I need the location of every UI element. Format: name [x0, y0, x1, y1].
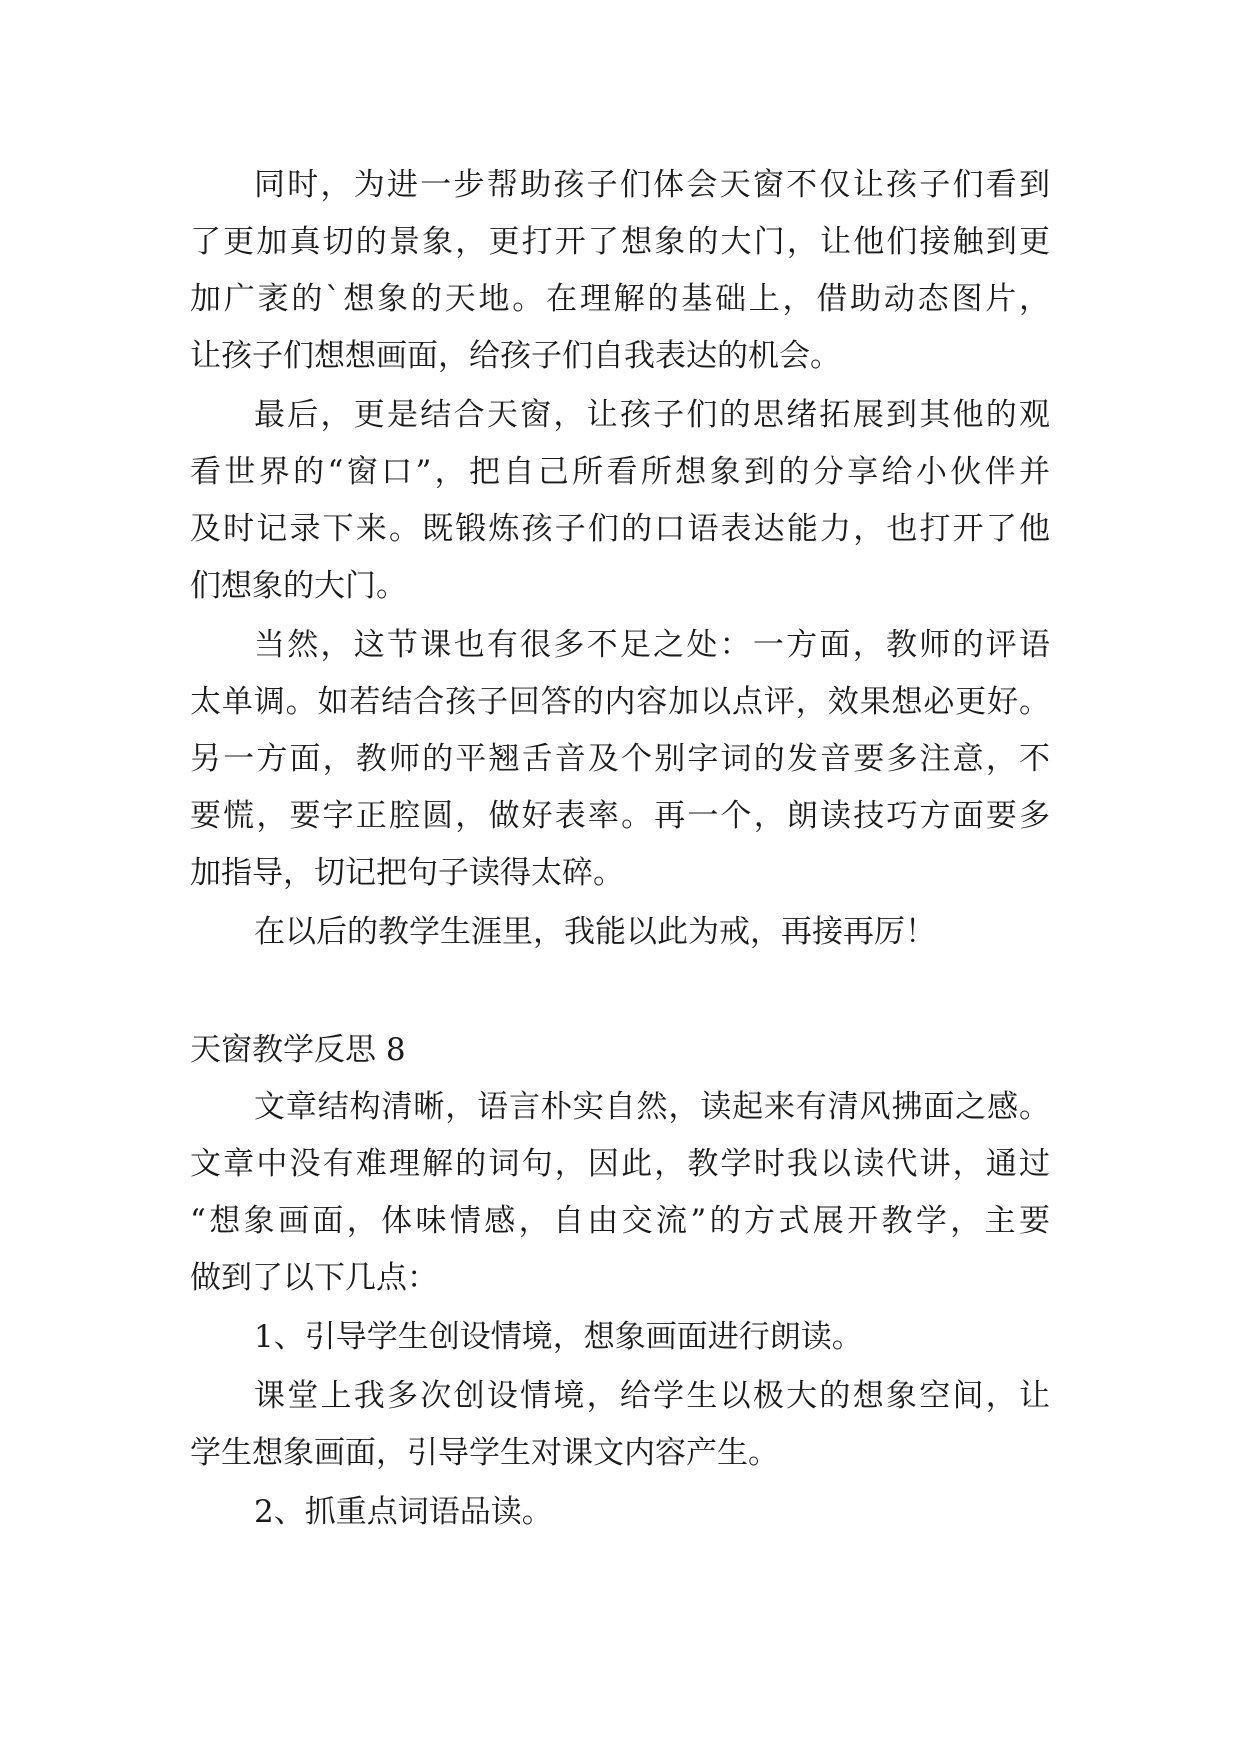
paragraph-line: 文章结构清晰，语言朴实自然，读起来有清风拂面之感。	[254, 1089, 1050, 1125]
paragraph-line: 最后，更是结合天窗，让孩子们的思绪拓展到其他的观	[254, 397, 1050, 433]
paragraph-line: 加广袤的`想象的天地。在理解的基础上，借助动态图片，	[190, 281, 1050, 317]
paragraph-line: 在以后的教学生涯里，我能以此为戒，再接再厉！	[254, 914, 936, 950]
paragraph-line: 课堂上我多次创设情境，给学生以极大的想象空间，让	[254, 1378, 1050, 1414]
paragraph-line: 要慌，要字正腔圆，做好表率。再一个，朗读技巧方面要多	[190, 798, 1050, 834]
paragraph-line: 们想象的大门。	[190, 568, 407, 604]
paragraph-line: 让孩子们想想画面，给孩子们自我表达的机会。	[190, 338, 841, 374]
paragraph-line: 及时记录下来。既锻炼孩子们的口语表达能力，也打开了他	[190, 511, 1050, 547]
paragraph-line: 加指导，切记把句子读得太碎。	[190, 855, 624, 891]
paragraph-line: 2、抓重点词语品读。	[254, 1494, 553, 1530]
paragraph-line: 看世界的“窗口”，把自己所看所想象到的分享给小伙伴并	[190, 454, 1050, 490]
paragraph-line: 另一方面，教师的平翘舌音及个别字词的发音要多注意，不	[190, 741, 1050, 777]
paragraph-line: 文章中没有难理解的词句，因此，教学时我以读代讲，通过	[190, 1146, 1050, 1182]
paragraph-line: 学生想象画面，引导学生对课文内容产生。	[190, 1435, 779, 1471]
paragraph-line: 了更加真切的景象，更打开了想象的大门，让他们接触到更	[190, 224, 1050, 260]
section-title: 天窗教学反思 8	[190, 1032, 406, 1068]
paragraph-line: 太单调。如若结合孩子回答的内容加以点评，效果想必更好。	[190, 684, 1050, 720]
paragraph-line: 1、引导学生创设情境，想象画面进行朗读。	[254, 1319, 863, 1355]
paragraph-line: 做到了以下几点：	[190, 1260, 438, 1296]
paragraph-line: 当然，这节课也有很多不足之处：一方面，教师的评语	[254, 627, 1050, 663]
paragraph-line: “想象画面，体味情感，自由交流”的方式展开教学，主要	[190, 1203, 1050, 1239]
paragraph-line: 同时，为进一步帮助孩子们体会天窗不仅让孩子们看到	[254, 167, 1050, 203]
